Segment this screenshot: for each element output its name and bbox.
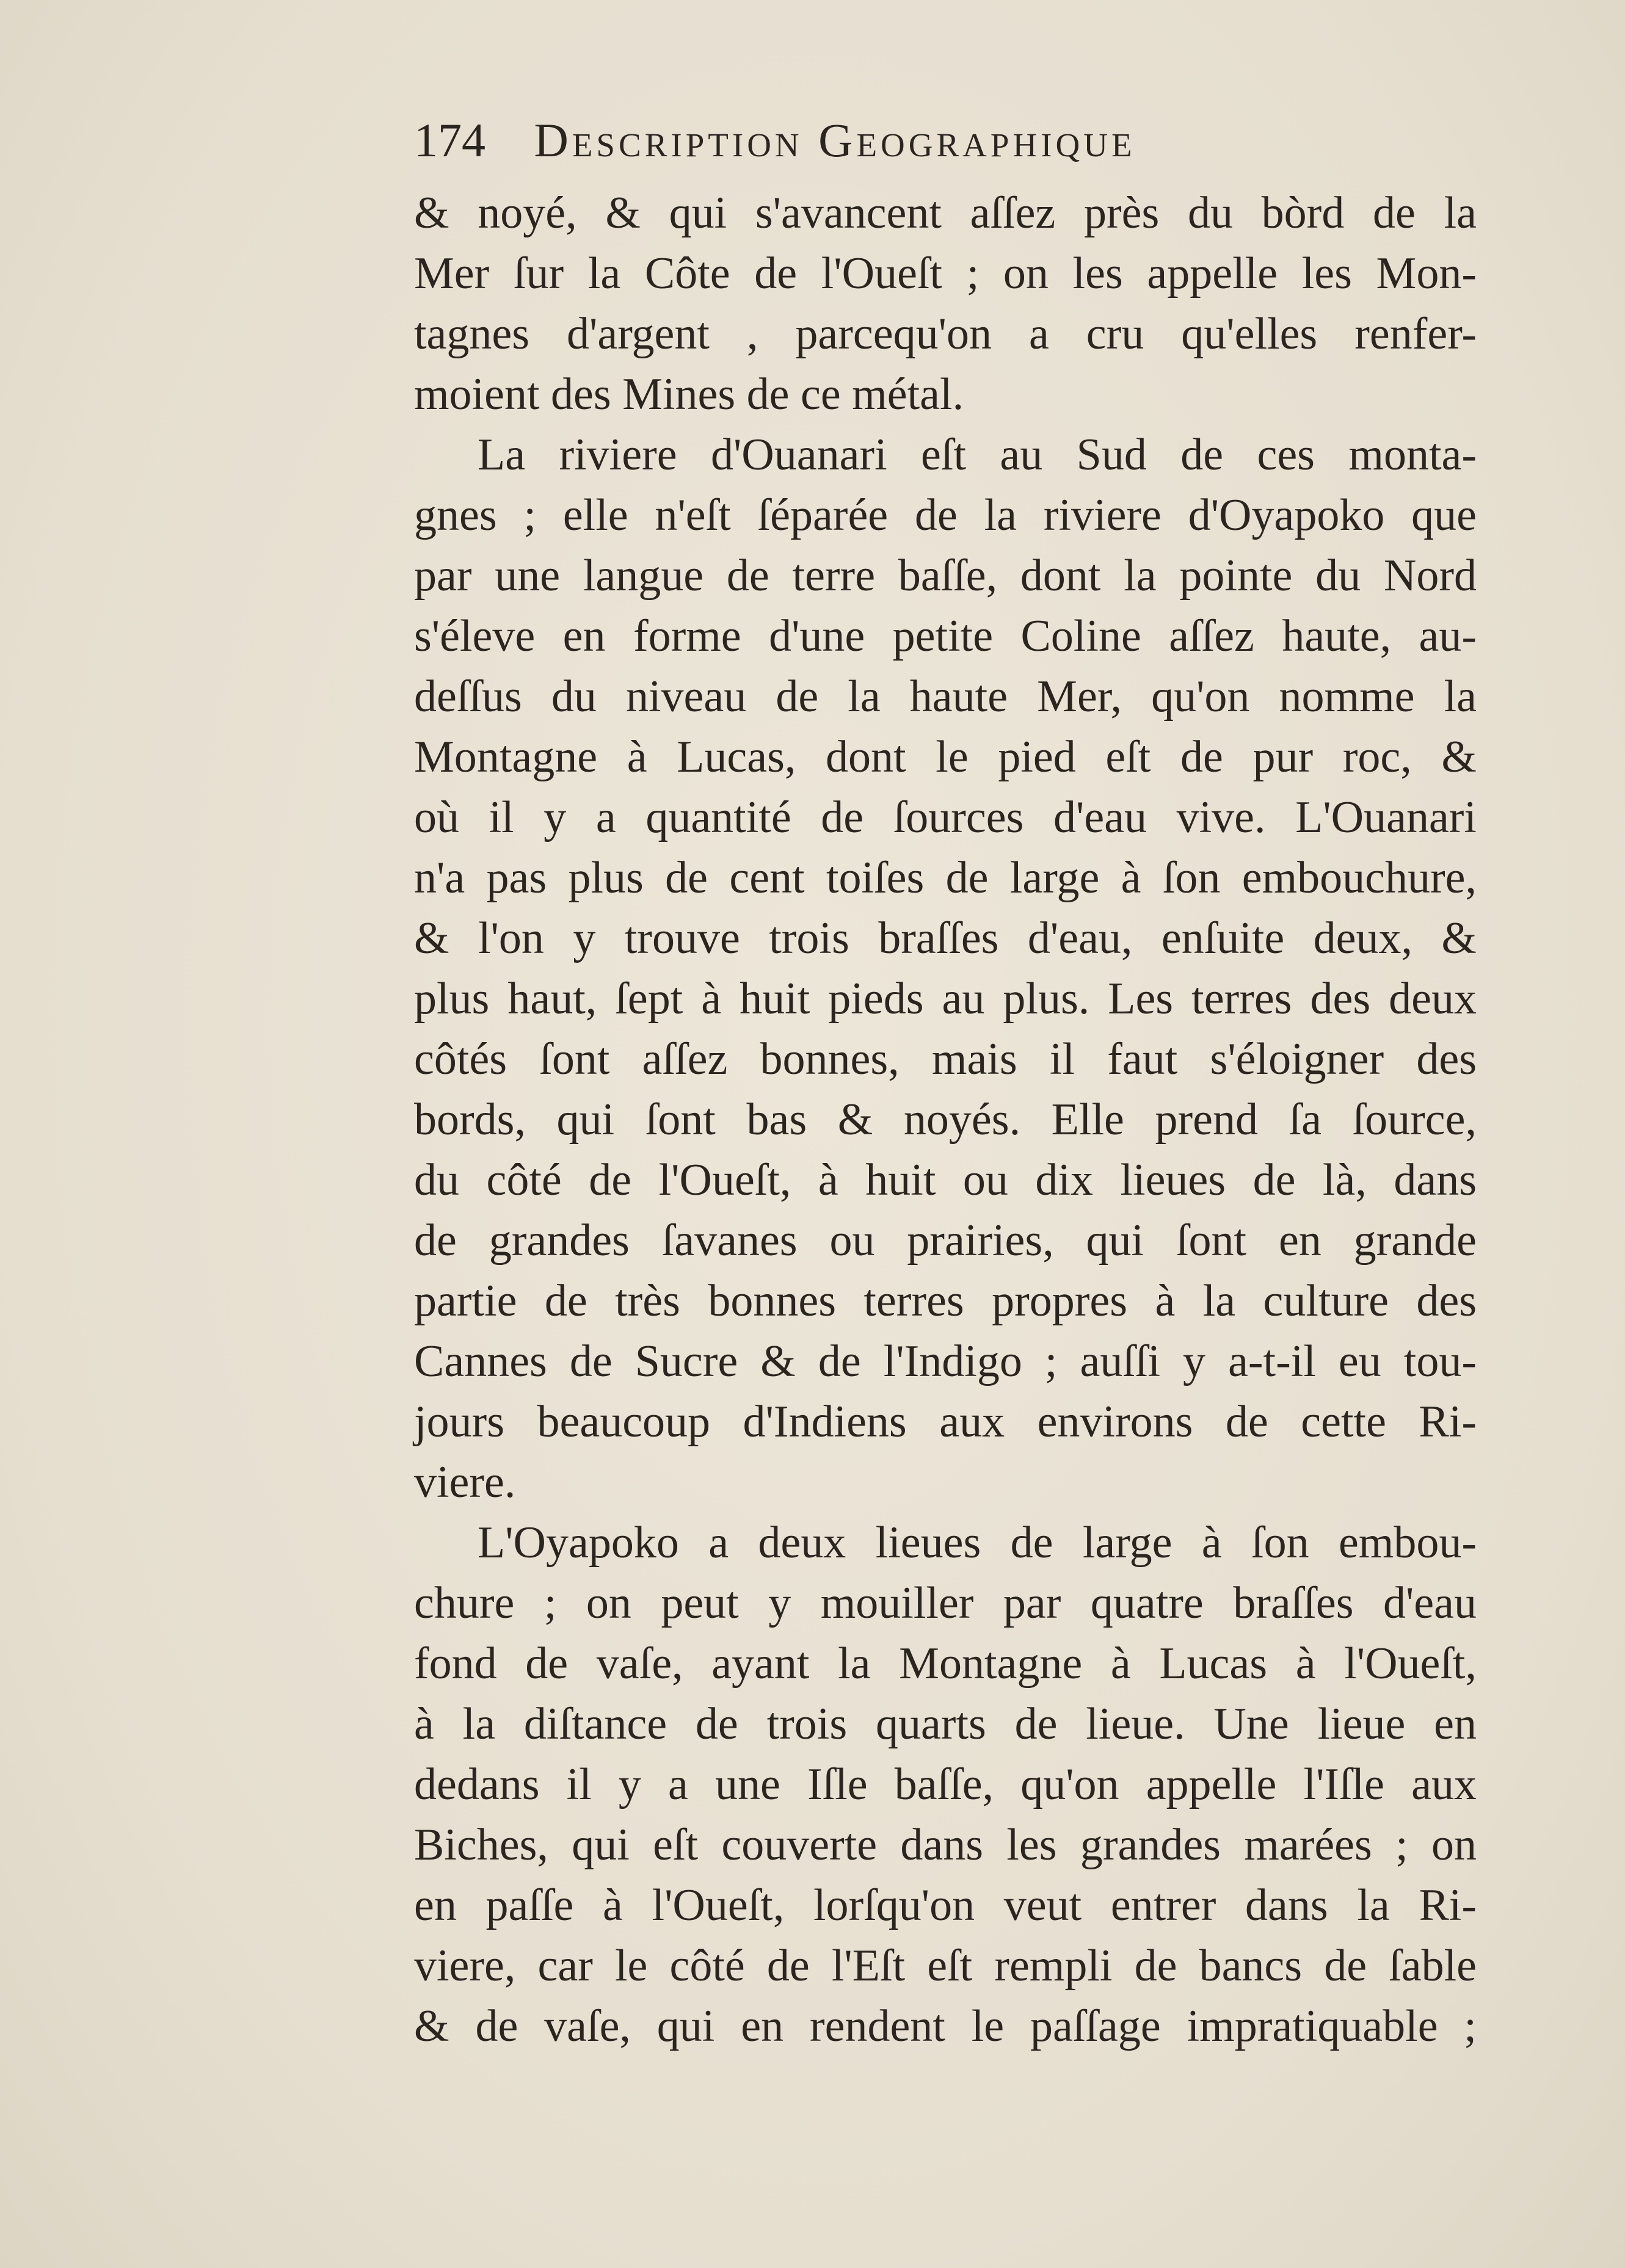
page-header bbox=[414, 113, 1391, 180]
text-line: de grandes ſavanes ou prairies, qui ſont en grande bbox=[414, 1216, 1477, 1266]
text-line: s'éleve en forme d'une petite Coline aſſez haute, au- bbox=[414, 611, 1477, 661]
text-line: Biches, qui eſt couverte dans les grandes marées ; on bbox=[414, 1820, 1477, 1870]
text-line: & noyé, & qui s'avancent aſſez près du bòrd de la bbox=[414, 188, 1477, 238]
text-line: jours beaucoup d'Indiens aux environs de cette Ri- bbox=[414, 1397, 1477, 1447]
text-line: L'Oyapoko a deux lieues de large à ſon embou- bbox=[478, 1518, 1477, 1568]
text-line: viere, car le côté de l'Eſt eſt rempli de bancs de ſable bbox=[414, 1941, 1477, 1991]
text-line: deſſus du niveau de la haute Mer, qu'on nomme la bbox=[414, 672, 1477, 722]
text-line: en paſſe à l'Oueſt, lorſqu'on veut entrer dans la Ri- bbox=[414, 1880, 1477, 1930]
text-line: dedans il y a une Iſle baſſe, qu'on appelle l'Iſle aux bbox=[414, 1759, 1477, 1810]
text-line: du côté de l'Oueſt, à huit ou dix lieues de là, dans bbox=[414, 1155, 1477, 1205]
text-line: par une langue de terre baſſe, dont la pointe du Nord bbox=[414, 551, 1477, 601]
body-text bbox=[414, 183, 1477, 2057]
text-line: chure ; on peut y mouiller par quatre braſſes d'eau bbox=[414, 1578, 1477, 1628]
text-line: partie de très bonnes terres propres à la culture des bbox=[414, 1276, 1477, 1326]
text-line: Cannes de Sucre & de l'Indigo ; auſſi y a-t-il eu tou- bbox=[414, 1336, 1477, 1386]
text-line: plus haut, ſept à huit pieds au plus. Les terres des deux bbox=[414, 974, 1477, 1024]
text-line: moient des Mines de ce métal. bbox=[414, 369, 964, 419]
text-line: où il y a quantité de ſources d'eau vive. L'Ouanari bbox=[414, 792, 1477, 842]
text-line: tagnes d'argent , parcequ'on a cru qu'elles renfer- bbox=[414, 309, 1477, 359]
text-line: côtés ſont aſſez bonnes, mais il faut s'éloigner des bbox=[414, 1034, 1477, 1084]
text-line: Mer ſur la Côte de l'Oueſt ; on les appelle les Mon- bbox=[414, 248, 1477, 299]
text-line: & l'on y trouve trois braſſes d'eau, enſuite deux, & bbox=[414, 913, 1477, 963]
text-line: La riviere d'Ouanari eſt au Sud de ces monta- bbox=[478, 430, 1477, 480]
text-line: bords, qui ſont bas & noyés. Elle prend ſa ſource, bbox=[414, 1095, 1477, 1145]
text-line: fond de vaſe, ayant la Montagne à Lucas à l'Oueſt, bbox=[414, 1639, 1477, 1689]
text-line: viere. bbox=[414, 1457, 516, 1507]
running-title: Description Geographique bbox=[534, 114, 1136, 167]
page-number: 174 bbox=[414, 114, 485, 167]
text-line: gnes ; elle n'eſt ſéparée de la riviere d'Oyapoko que bbox=[414, 490, 1477, 540]
text-line: Montagne à Lucas, dont le pied eſt de pur roc, & bbox=[414, 732, 1477, 782]
text-line: à la diſtance de trois quarts de lieue. Une lieue en bbox=[414, 1699, 1477, 1749]
text-line: n'a pas plus de cent toiſes de large à ſon embouchure, bbox=[414, 853, 1477, 903]
text-line: & de vaſe, qui en rendent le paſſage impratiquable ; bbox=[414, 2001, 1477, 2051]
